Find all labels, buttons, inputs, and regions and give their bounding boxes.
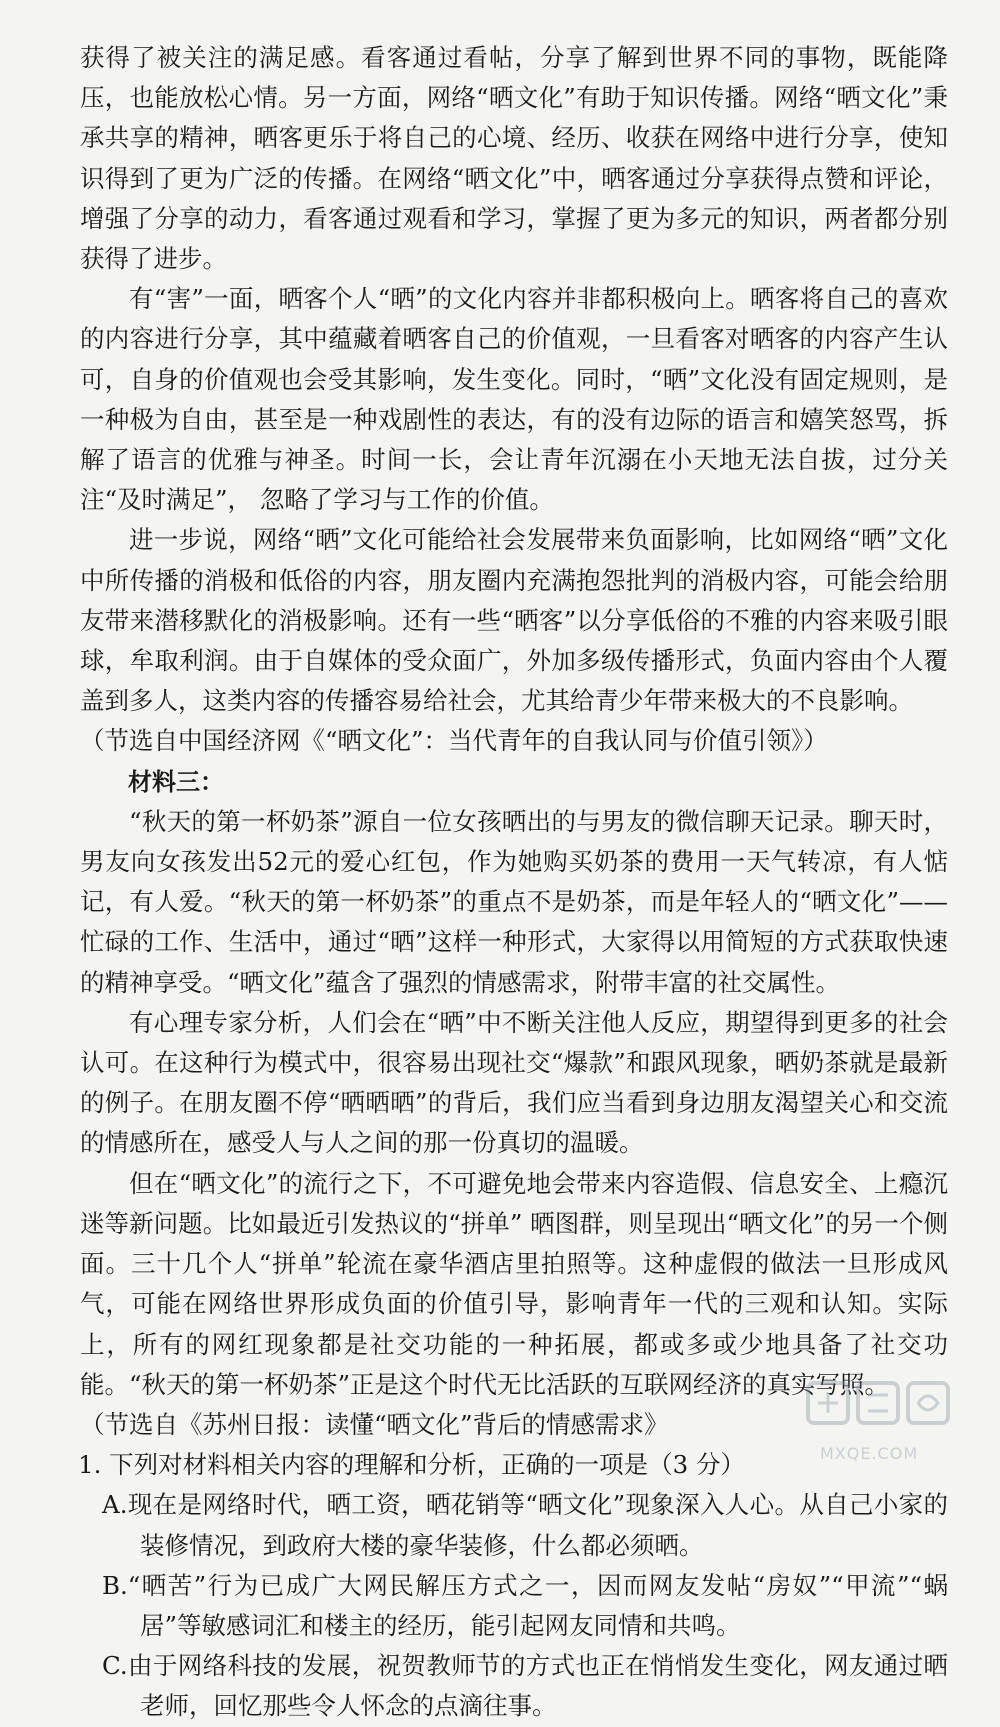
paragraph-psychology: 有心理专家分析，人们会在“晒”中不断关注他人反应，期望得到更多的社会认可。在这种行为模式中，很容易出现社交“爆款”和跟风现象，晒奶茶就是最新的例子。在朋友圈不停“晒晒晒”的背后，我们应当看到身边朋友渴望关心和交流的情感所在，感受人与人之间的那一份真切的温暖。 [80, 1007, 948, 1158]
option-text: “晒苦”行为已成广大网民解压方式之一，因而网友发帖“房奴”“甲流”“蜗居”等敏感词汇和楼主的经历，能引起网友同情和共鸣。 [127, 1570, 948, 1640]
question-1 [78, 1445, 948, 1726]
answer-stamp-icon [778, 1375, 968, 1445]
paragraph-milk-tea: “秋天的第一杯奶茶”源自一位女孩晒出的与男友的微信聊天记录。聊天时，男友向女孩发出52元的爱心红包，作为她购买奶茶的费用一天气转凉，有人惦记，有人爱。“秋天的第一杯奶茶”的重点不是奶茶，而是年轻人的“晒文化”——忙碌的工作、生活中，通过“晒”这样一种形式，大家得以用简短的方式获取快速的精神享受。“晒文化”蕴含了强烈的情感需求，附带丰富的社交属性。 [80, 806, 948, 997]
watermark [778, 1375, 968, 1465]
material-three-heading: 材料三： [128, 767, 224, 796]
option-text: 由于网络科技的发展，祝贺教师节的方式也正在悄悄发生变化，网友通过晒老师，回忆那些令人怀念的点滴往事。 [127, 1651, 948, 1721]
source-citation-two: （节选自中国经济网《“晒文化”：当代青年的自我认同与价值引领》） [80, 726, 828, 756]
option-letter: A. [102, 1490, 128, 1520]
paragraph-benefit-continued: 获得了被关注的满足感。看客通过看帖，分享了解到世界不同的事物，既能降压，也能放松心情。另一方面，网络“晒文化”有助于知识传播。网络“晒文化”秉承共享的精神，晒客更乐于将自己的心境、经历、收获在网络中进行分享，使知识得到了更为广泛的传播。在网络“晒文化”中，晒客通过分享获得点赞和评论，增强了分享的动力，看客通过观看和学习，掌握了更为多元的知识，两者都分别获得了进步。 [80, 43, 948, 274]
source-citation-three: （节选自《苏州日报：读懂“晒文化”背后的情感需求》 [80, 1409, 669, 1439]
option-b [78, 1566, 948, 1646]
option-letter: C. [102, 1651, 128, 1681]
option-text: 现在是网络时代，晒工资，晒花销等“晒文化”现象深入人心。从自己小家的装修情况，到政府大楼的豪华装修，什么都必须晒。 [127, 1490, 948, 1560]
paragraph-harm: 有“害”一面，晒客个人“晒”的文化内容并非都积极向上。晒客将自己的喜欢的内容进行分享，其中蕴藏着晒客自己的价值观，一旦看客对晒客的内容产生认可，自身的价值观也会受其影响，发生变化。同时，“晒”文化没有固定规则，是一种极为自由，甚至是一种戏剧性的表达，有的没有边际的语言和嬉笑怒骂，拆解了语言的优雅与神圣。时间一长，会让青年沉溺在小天地无法自拔，过分关注“及时满足”， 忽略了学习与工作的价值。 [80, 284, 948, 515]
option-a [78, 1485, 948, 1565]
document-page [80, 38, 948, 1727]
option-c [78, 1646, 948, 1726]
question-stem: 1. 下列对材料相关内容的理解和分析，正确的一项是（3 分） [78, 1450, 746, 1480]
option-letter: B. [102, 1570, 128, 1600]
paragraph-problems: 但在“晒文化”的流行之下，不可避免地会带来内容造假、信息安全、上瘾沉迷等新问题。比如最近引发热议的“拼单” 晒图群，则呈现出“晒文化”的另一个侧面。三十几个人“拼单”轮流在豪华酒店里拍照等。这种虚假的做法一旦形成风气，可能在网络世界形成负面的价值引导，影响青年一代的三观和认知。实际上，所有的网红现象都是社交功能的一种拓展，都或多或少地具备了社交功能。“秋天的第一杯奶茶”正是这个时代无比活跃的互联网经济的真实写照。 [80, 1168, 948, 1399]
watermark-text: MXQE.COM [820, 1444, 919, 1463]
paragraph-social-impact: 进一步说，网络“晒”文化可能给社会发展带来负面影响，比如网络“晒”文化中所传播的消极和低俗的内容，朋友圈内充满抱怨批判的消极内容，可能会给朋友带来潜移默化的消极影响。还有一些“晒客”以分享低俗的不雅的内容来吸引眼球，牟取利润。由于自媒体的受众面广，外加多级传播形式，负面内容由个人覆盖到多人，这类内容的传播容易给社会，尤其给青少年带来极大的不良影响。 [80, 525, 948, 716]
